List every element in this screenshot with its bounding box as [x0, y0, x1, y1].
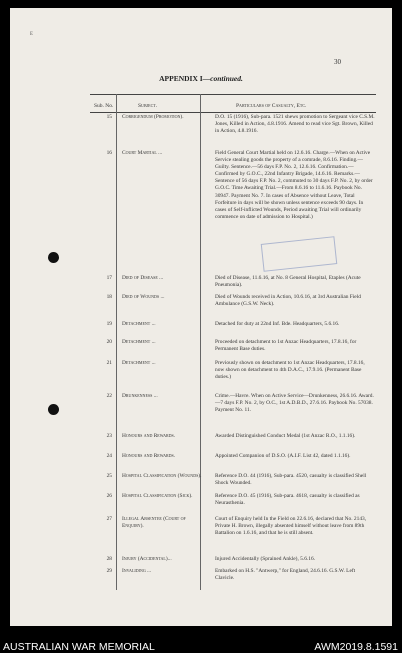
row-subject: Drunkenness ... — [122, 393, 158, 399]
row-number: 22 — [106, 393, 112, 399]
header-sub-no: Sub. No. — [94, 103, 114, 109]
row-particulars: Died of Disease, 11.6.16, at No. 8 General Hospital, Etaples (Acute Pneumonia). — [215, 275, 361, 289]
row-subject: Died of Disease ... — [122, 275, 164, 281]
punch-hole-bottom — [48, 404, 59, 415]
row-particulars: D.O. 15 (1916), Sub-para. 1521 shews promotion to Sergeant vice C.S.M. Jones, Killed in Action, 4.8.1916. Amend to read vice Sgt. Brown, Killed in Action, 4.8.1916. — [215, 114, 375, 135]
row-number: 16 — [106, 150, 112, 156]
row-subject: Injury (Accidental)... — [122, 556, 172, 562]
row-subject: Illegal Absentee (Court of Enquiry). — [122, 516, 186, 530]
row-number: 15 — [106, 114, 112, 120]
row-number: 29 — [106, 568, 112, 574]
column-divider-1 — [116, 94, 117, 590]
row-subject: Hospital Classification (Wounds). — [122, 473, 202, 479]
page-title — [10, 74, 392, 83]
header-particulars: Particulars of Casualty, Etc. — [236, 103, 307, 109]
row-particulars: Reference D.O. 45 (1916), Sub-para. 4618, casualty is classified as Neurasthenia. — [215, 493, 360, 507]
row-particulars: Previously shown on detachment to 1st Anzac Headquarters, 17.8.16, now shown on detachment to 4th D.A.C., 17.9.16. (Permanent Base duties.) — [215, 360, 365, 381]
row-subject: Died of Wounds ... — [122, 294, 165, 300]
document-page — [10, 8, 392, 626]
row-particulars: Appointed Companion of D.S.O. (A.I.F. List 42, dated 1.1.16). — [215, 453, 351, 459]
table-top-rule — [90, 94, 376, 95]
footer-right: AWM2019.8.1591 — [314, 641, 398, 653]
row-number: 17 — [106, 275, 112, 281]
row-subject: Detachment ... — [122, 360, 156, 366]
row-subject: Court Martial ... — [122, 150, 163, 156]
row-number: 20 — [106, 339, 112, 345]
table-header-rule — [90, 112, 376, 113]
footer-left: AUSTRALIAN WAR MEMORIAL — [3, 641, 155, 653]
row-particulars: Proceeded on detachment to 1st Anzac Headquarters, 17.8.16, for Permanent Base duties. — [215, 339, 357, 353]
row-particulars: Court of Enquiry held In the Field on 22.6.16, declared that No. 2143, Private H. Brown, illegally absented himself without leave from 89th Battalion on 1.6.16, and that he is still absent. — [215, 516, 367, 537]
row-particulars: Crime.—Havre. When on Active Service—Drunkenness, 26.6.16. Award.—7 days F.P. No. 2, by O.C., 1st A.D.B.D., 27.6.16. Paybook No. 57038. Payment No. 11. — [215, 393, 374, 414]
corner-mark: ᴱ — [30, 30, 33, 39]
row-particulars: Injured Accidentally (Sprained Ankle), 5.6.16. — [215, 556, 315, 562]
row-subject: Detachment ... — [122, 339, 156, 345]
row-number: 24 — [106, 453, 112, 459]
header-subject: Subject. — [138, 103, 158, 109]
row-number: 25 — [106, 473, 112, 479]
row-subject: Detachment ... — [122, 321, 156, 327]
row-number: 28 — [106, 556, 112, 562]
title-main: APPENDIX I — [159, 74, 203, 83]
ink-stamp — [261, 236, 338, 272]
title-suffix: —continued. — [202, 74, 243, 83]
row-particulars: Reference D.O. 44 (1916), Sub-para. 4520, casualty is classified Shell Shock Wounded. — [215, 473, 367, 487]
row-subject: Invaliding ... — [122, 568, 152, 574]
row-particulars: Embarked on H.S. "Antwerp," for England, 24.6.16. G.S.W. Left Clavicle. — [215, 568, 356, 582]
row-number: 21 — [106, 360, 112, 366]
row-number: 23 — [106, 433, 112, 439]
row-subject: Honours and Rewards. — [122, 433, 176, 439]
row-number: 26 — [106, 493, 112, 499]
row-particulars: Detached for duty at 22nd Inf. Bde. Headquarters, 5.6.16. — [215, 321, 340, 327]
row-subject: Corrigendum (Promotion). — [122, 114, 184, 120]
punch-hole-top — [48, 252, 59, 263]
row-subject: Hospital Classification (Sick). — [122, 493, 193, 499]
row-number: 19 — [106, 321, 112, 327]
row-number: 27 — [106, 516, 112, 522]
row-particulars: Field General Court Martial held on 12.6.16. Charge.—When on Active Service stealing goods the property of a comrade, 8.6.16. Finding.—Guilty. Sentence.—56 days F.P. No. 2, 12.6.16. Confirmation.—Confirmed by G.O.C., 22nd Infantry Brigade, 14.6.16. Remarks.—Sentence of 56 days F.P. No. 2, commuted to 30 days F.P. No. 2, by order G.O.C. Time Awaiting Trial.—From 8.6.16 to 11.6.16. Paybook No. 30947. Payment No. 7. In cases of Absence without Leave, Total Forfeiture in days will be shown unless sentence exceeds 90 days. In cases of Self-inflicted Wounds, Period awaiting Trial will ordinarily commence on date of admission to Hospital.) — [215, 150, 373, 220]
page-number: 30 — [334, 58, 341, 66]
row-subject: Honours and Rewards. — [122, 453, 176, 459]
row-particulars: Awarded Distinguished Conduct Medal (1st Anzac R.O., 1.1.16). — [215, 433, 356, 439]
row-number: 18 — [106, 294, 112, 300]
footer-bar — [0, 630, 402, 653]
row-particulars: Died of Wounds received in Action, 10.6.16, at 3rd Australian Field Ambulance (G.S.W. Neck). — [215, 294, 361, 308]
